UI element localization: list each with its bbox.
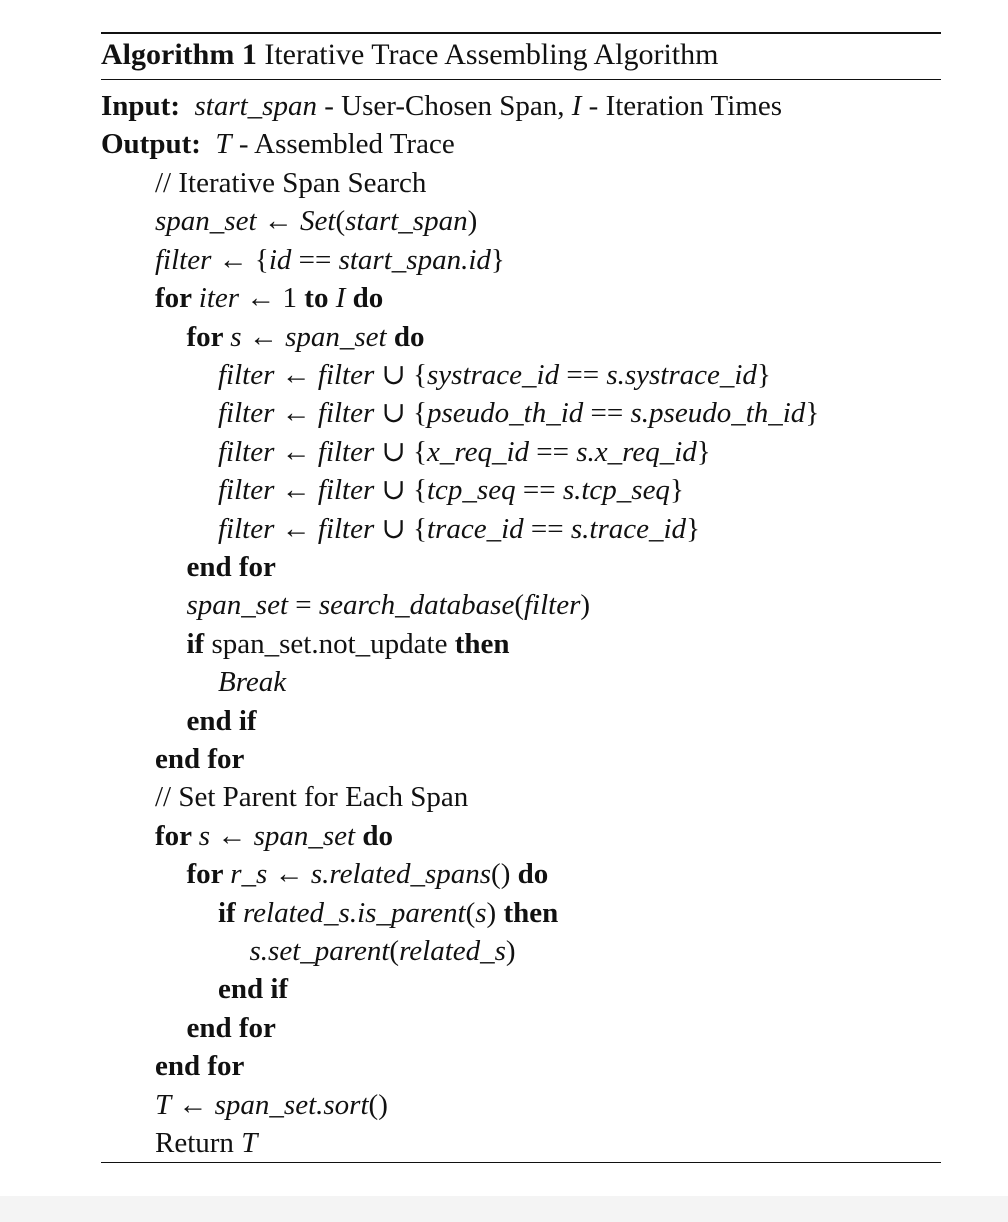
line-code: [218, 510, 700, 548]
input-label: Input:: [101, 90, 180, 122]
code-token: s.x_req_id: [576, 435, 697, 468]
code-token: s: [230, 320, 242, 353]
top-rule: [101, 32, 941, 34]
code-token: T: [155, 1088, 172, 1121]
line-code: [187, 855, 549, 893]
algorithm-title: [101, 36, 718, 74]
code-token: filter: [218, 435, 275, 468]
code-token: span_set.not_update: [211, 627, 455, 660]
page-bottom-strip: [0, 1196, 1008, 1222]
code-token: then: [454, 627, 510, 660]
output-label: Output:: [101, 128, 201, 160]
code-token: filter: [218, 397, 275, 430]
output-desc: - Assembled Trace: [231, 128, 455, 160]
line-code: [155, 1047, 244, 1085]
code-token: s.pseudo_th_id: [630, 397, 806, 430]
line-code: [155, 740, 244, 778]
line-code: [187, 548, 276, 586]
code-token: span_set: [186, 589, 288, 622]
code-token: do: [517, 858, 549, 891]
line-code: [218, 970, 288, 1008]
code-token: for: [155, 819, 199, 852]
code-token: s.trace_id: [570, 512, 687, 545]
code-token: // Set Parent for Each Span: [155, 781, 469, 814]
code-token: s.related_spans: [310, 858, 492, 891]
code-token: ←: [267, 858, 311, 891]
line-code: [187, 1009, 276, 1047]
code-token: s: [198, 819, 211, 852]
code-token: if: [186, 627, 212, 660]
code-token: iter: [198, 282, 240, 315]
line-code: [155, 279, 383, 317]
output-line: [101, 125, 455, 163]
code-token: s: [475, 896, 487, 929]
code-token: pseudo_th_id: [427, 397, 584, 430]
code-token: do: [386, 320, 425, 353]
line-code: [155, 1124, 257, 1162]
code-token: }: [696, 435, 711, 468]
code-token: span_set: [285, 320, 387, 353]
code-token: related_s: [399, 935, 506, 967]
line-code: [218, 663, 286, 701]
line-code: [218, 894, 558, 932]
code-token: (: [514, 589, 524, 622]
code-token: search_database: [318, 589, 515, 622]
code-token: filter: [218, 359, 275, 391]
line-code: [250, 932, 516, 970]
code-token: end for: [155, 1050, 245, 1083]
code-token: r_s: [230, 858, 268, 891]
code-token: ←: [171, 1088, 215, 1121]
code-token: (): [491, 858, 518, 891]
code-token: systrace_id: [427, 359, 560, 391]
code-token: =: [288, 589, 319, 622]
line-code: [187, 586, 591, 624]
code-token: ): [467, 205, 478, 238]
code-token: start_span: [345, 205, 468, 238]
code-token: ==: [529, 435, 577, 468]
code-token: (): [368, 1088, 388, 1121]
code-token: s.set_parent: [249, 935, 390, 967]
code-token: id: [268, 243, 292, 276]
code-token: filter: [155, 243, 212, 276]
code-token: Return: [155, 1127, 242, 1159]
bottom-rule: [101, 1162, 941, 1163]
code-token: ← {: [211, 243, 269, 276]
code-token: filter: [317, 435, 375, 468]
code-token: }: [490, 243, 505, 276]
title-rule: [101, 79, 941, 80]
code-token: end if: [186, 704, 257, 737]
code-token: Break: [218, 666, 287, 699]
code-token: ): [580, 589, 591, 622]
line-code: [155, 1086, 388, 1124]
code-token: span_set: [155, 205, 257, 238]
code-token: do: [345, 282, 384, 315]
code-token: end for: [186, 551, 276, 583]
code-token: span_set.sort: [214, 1088, 369, 1121]
code-token: filter: [317, 359, 375, 391]
line-code: [218, 394, 819, 432]
code-token: filter: [317, 474, 375, 507]
code-token: ==: [559, 359, 607, 391]
code-token: ∪ {: [374, 397, 427, 430]
code-token: Set: [300, 205, 336, 238]
code-token: }: [669, 474, 684, 507]
code-token: for: [186, 858, 231, 891]
line-code: [187, 702, 257, 740]
line-code: [155, 164, 426, 202]
code-token: end for: [155, 743, 245, 775]
algorithm-name: Iterative Trace Assembling Algorithm: [264, 38, 719, 71]
line-code: [218, 356, 771, 394]
code-token: start_span.id: [338, 243, 491, 276]
code-token: ==: [515, 474, 563, 507]
code-token: ∪ {: [374, 359, 427, 391]
algorithm-label: Algorithm 1: [101, 38, 257, 71]
line-code: [155, 778, 468, 816]
input-var-1: start_span: [194, 90, 317, 122]
code-token: filter: [523, 589, 581, 622]
code-token: filter: [317, 397, 375, 430]
code-token: ←: [274, 397, 318, 430]
code-token: ←: [274, 512, 318, 545]
code-token: then: [503, 896, 559, 929]
code-token: ←: [274, 474, 318, 507]
line-code: [155, 817, 393, 855]
code-token: ): [486, 896, 504, 929]
code-token: s.systrace_id: [606, 359, 757, 391]
code-token: }: [805, 397, 820, 430]
code-token: filter: [317, 512, 375, 545]
line-code: [218, 471, 684, 509]
code-token: ∪ {: [374, 435, 427, 468]
code-token: trace_id: [427, 512, 524, 545]
code-token: for: [155, 282, 199, 315]
code-token: }: [756, 359, 771, 391]
input-desc-1: - User-Chosen Span,: [316, 90, 572, 122]
code-token: s.tcp_seq: [562, 474, 670, 507]
code-token: ==: [523, 512, 571, 545]
line-code: [187, 625, 510, 663]
code-token: ←: [274, 359, 318, 391]
code-token: }: [686, 512, 700, 545]
code-token: ←: [241, 320, 286, 353]
code-token: // Iterative Span Search: [155, 167, 427, 199]
code-token: ← 1: [239, 282, 305, 315]
code-token: tcp_seq: [427, 474, 516, 507]
code-token: filter: [218, 512, 275, 545]
line-code: [155, 202, 477, 240]
code-token: filter: [218, 474, 275, 507]
line-code: [218, 433, 711, 471]
input-line: [101, 87, 782, 125]
code-token: ): [505, 935, 516, 967]
code-token: end if: [218, 973, 289, 1006]
code-token: for: [186, 320, 231, 353]
input-desc-2: - Iteration Times: [581, 90, 782, 122]
code-token: T: [241, 1127, 258, 1159]
code-token: ←: [256, 205, 300, 238]
code-token: ==: [291, 243, 339, 276]
code-token: if: [218, 896, 243, 929]
output-var: T: [215, 128, 232, 160]
code-token: span_set: [253, 819, 356, 852]
code-token: end for: [186, 1011, 276, 1044]
line-code: [187, 318, 425, 356]
input-var-2: I: [571, 90, 582, 122]
code-token: x_req_id: [427, 435, 530, 468]
code-token: (: [389, 935, 400, 967]
code-token: ==: [583, 397, 631, 430]
code-token: ←: [210, 819, 254, 852]
line-code: [155, 241, 505, 279]
code-token: related_s.is_parent: [242, 896, 466, 929]
code-token: (: [335, 205, 346, 238]
code-token: to: [304, 282, 336, 315]
code-token: ←: [274, 435, 318, 468]
code-token: I: [335, 282, 346, 315]
code-token: do: [355, 819, 393, 852]
code-token: ∪ {: [374, 474, 427, 507]
code-token: ∪ {: [374, 512, 427, 545]
code-token: (: [465, 896, 476, 929]
